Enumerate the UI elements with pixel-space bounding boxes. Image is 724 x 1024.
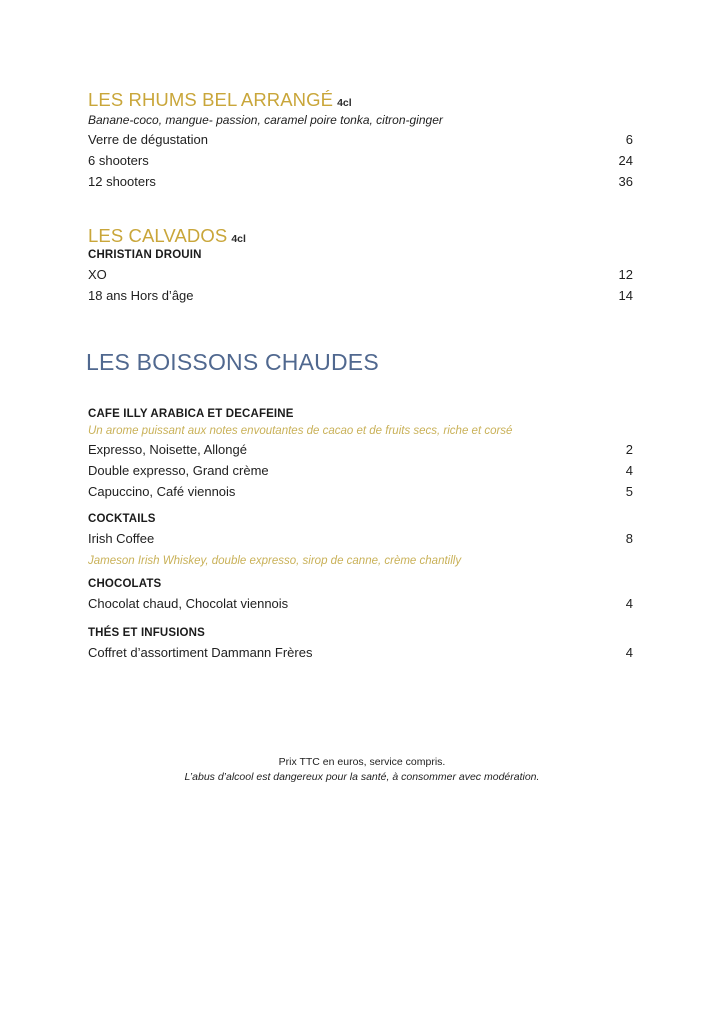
menu-item-row xyxy=(88,171,634,192)
section-heading-rhums-measure: 4cl xyxy=(337,97,352,109)
menu-item-name: Coffret d’assortiment Dammann Frères xyxy=(88,644,313,660)
section-calvados xyxy=(88,226,634,306)
menu-item-row xyxy=(88,460,634,481)
legal-footer xyxy=(0,755,724,785)
group-title-thes-et-infusions: THÉS ET INFUSIONS xyxy=(88,627,205,639)
section-heading-boissons-chaudes-wrap xyxy=(88,350,634,374)
menu-item-name: Double expresso, Grand crème xyxy=(88,462,269,478)
menu-item-row xyxy=(88,481,634,502)
section-heading-boissons-chaudes: LES BOISSONS CHAUDES xyxy=(86,349,379,375)
menu-item-price: 4 xyxy=(625,644,633,660)
group-cafe-illy xyxy=(88,407,634,502)
menu-item-name: 6 shooters xyxy=(88,152,149,168)
menu-item-name: XO xyxy=(88,266,107,282)
menu-item-name: 12 shooters xyxy=(88,173,156,189)
section-heading-calvados xyxy=(88,226,634,245)
footer-alcohol-warning: L’abus d’alcool est dangereux pour la santé, à consommer avec modération. xyxy=(184,771,540,784)
footer-price-note: Prix TTC en euros, service compris. xyxy=(278,756,446,768)
section-rhums-description: Banane-coco, mangue- passion, caramel poire tonka, citron-ginger xyxy=(88,113,443,128)
group-title-chocolats: CHOCOLATS xyxy=(88,578,162,590)
group-title-cocktails: COCKTAILS xyxy=(88,513,156,525)
menu-item-row xyxy=(88,593,634,614)
section-heading-calvados-label: LES CALVADOS xyxy=(88,225,228,246)
menu-item-row xyxy=(88,129,634,150)
menu-item-name: 18 ans Hors d’âge xyxy=(88,288,194,304)
menu-item-price: 24 xyxy=(618,152,633,168)
calvados-producer-label: CHRISTIAN DROUIN xyxy=(88,249,202,262)
group-description-cocktails: Jameson Irish Whiskey, double expresso, sirop de canne, crème chantilly xyxy=(88,554,462,567)
menu-item-row xyxy=(88,528,634,549)
menu-item-price: 4 xyxy=(625,595,633,611)
group-title-cafe-illy: CAFE ILLY ARABICA ET DECAFEINE xyxy=(88,408,294,420)
menu-item-row xyxy=(88,439,634,460)
menu-item-row xyxy=(88,150,634,171)
menu-item-price: 6 xyxy=(625,131,633,147)
menu-item-name: Verre de dégustation xyxy=(88,131,208,147)
group-cocktails xyxy=(88,512,634,569)
menu-item-price: 8 xyxy=(625,530,633,546)
section-heading-calvados-measure: 4cl xyxy=(231,233,246,245)
section-heading-rhums-label: LES RHUMS BEL ARRANGÉ xyxy=(88,89,334,110)
menu-item-price: 36 xyxy=(618,173,633,189)
menu-item-price: 14 xyxy=(618,288,633,304)
menu-item-name: Chocolat chaud, Chocolat viennois xyxy=(88,595,289,611)
group-description-cafe-illy: Un arome puissant aux notes envoutantes de cacao et de fruits secs, riche et corsé xyxy=(88,424,513,437)
menu-item-price: 5 xyxy=(625,483,633,499)
group-chocolats xyxy=(88,577,634,614)
group-thes-et-infusions xyxy=(88,626,634,663)
menu-item-price: 4 xyxy=(625,462,633,478)
section-heading-rhums xyxy=(88,90,634,109)
menu-item-name: Capuccino, Café viennois xyxy=(88,483,236,499)
menu-item-row xyxy=(88,264,634,285)
menu-item-name: Expresso, Noisette, Allongé xyxy=(88,441,247,457)
menu-item-row xyxy=(88,285,634,306)
menu-item-price: 12 xyxy=(618,266,633,282)
menu-item-row xyxy=(88,642,634,663)
section-rhums-bel-arrange xyxy=(88,90,634,192)
menu-item-price: 2 xyxy=(625,441,633,457)
menu-item-name: Irish Coffee xyxy=(88,530,155,546)
